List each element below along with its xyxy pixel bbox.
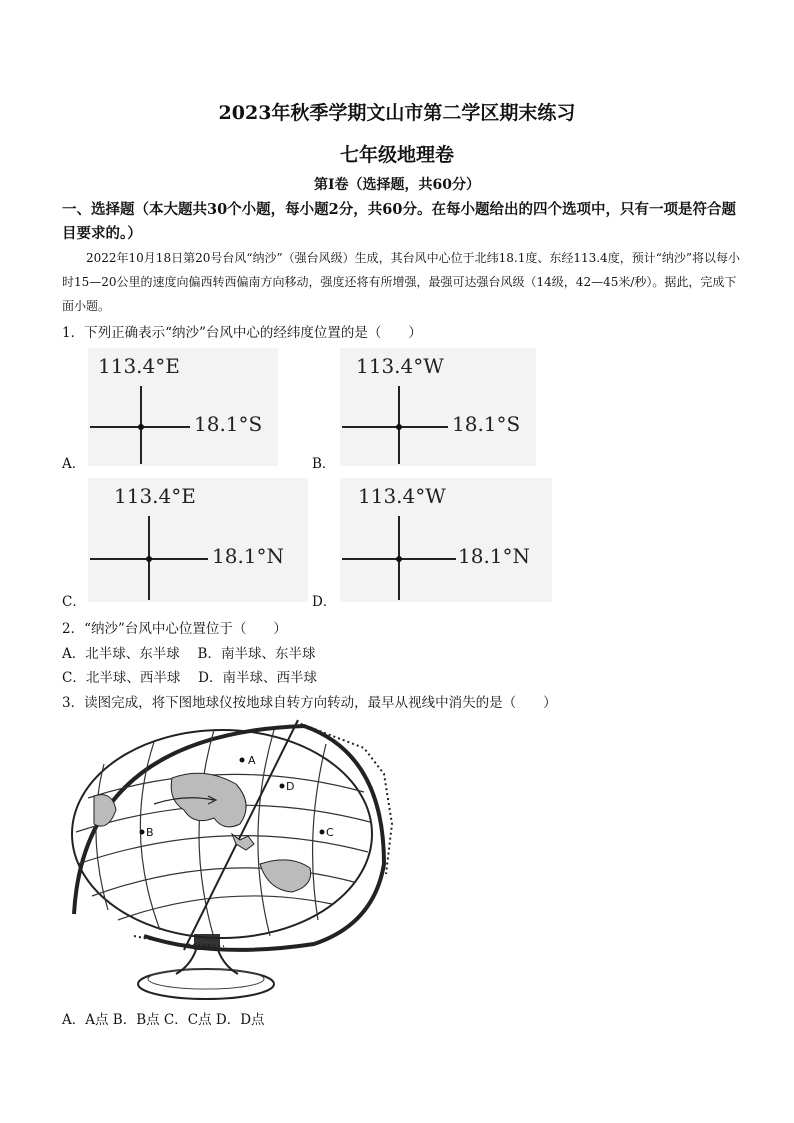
- point-d-label: D: [286, 780, 295, 793]
- question-3-stem: 3．读图完成，将下图地球仪按地球自转方向转动，最早从视线中消失的是（ ）: [62, 695, 557, 711]
- point-a-dot: [240, 758, 245, 763]
- point-b-dot: [140, 830, 145, 835]
- point-b-label: B: [146, 826, 154, 839]
- question-2-options-row-1: A．北半球、东半球 B．南半球、东半球: [62, 646, 316, 662]
- point-d-dot: [280, 784, 285, 789]
- continent-asia: [171, 773, 246, 827]
- option-a-longitude: 113.4°E: [98, 354, 180, 378]
- typhoon-center-dot: [138, 424, 144, 430]
- longitude-line: [258, 730, 274, 936]
- continent-australia: [260, 860, 311, 892]
- exam-subtitle: 七年级地理卷: [339, 144, 454, 166]
- earth-axis: [184, 720, 298, 950]
- option-d-longitude: 113.4°W: [358, 484, 446, 508]
- option-b-latitude: 18.1°S: [452, 412, 521, 436]
- typhoon-center-dot: [396, 424, 402, 430]
- section-heading: 一、选择题（本大题共30个小题，每小题2分，共60分。在每小题给出的四个选项中，只有一项是符合题目要求的。）: [62, 201, 736, 242]
- part-heading: 第Ⅰ卷（选择题，共60分）: [313, 177, 481, 193]
- option-a-diagram: [88, 348, 278, 466]
- option-a-latitude: 18.1°S: [194, 412, 263, 436]
- reading-passage: 2022年10月18日第20号台风“纳沙”（强台风级）生成，其台风中心位于北纬18.1度、东经113.4度，预计“纳沙”将以每小时15—20公里的速度向偏西转西偏南方向移动，强度还将有所增强，最强可达强台风级（14级，42—45米/秒）。据此，完成下面小题。: [62, 251, 740, 313]
- page-title: 2023年秋季学期文山市第二学区期末练习: [218, 102, 576, 124]
- question-1-stem: 1．下列正确表示“纳沙”台风中心的经纬度位置的是（ ）: [62, 325, 422, 341]
- question-2-stem: 2．“纳沙”台风中心位置位于（ ）: [62, 621, 287, 637]
- option-b-label: B．: [312, 456, 336, 472]
- parallel-line: [342, 426, 448, 428]
- question-2-options-row-2: C．北半球、西半球 D．南半球、西半球: [62, 670, 317, 686]
- latitude-line: [78, 836, 368, 864]
- globe-svg: [64, 714, 398, 1006]
- point-c-dot: [320, 830, 325, 835]
- longitude-line: [96, 764, 108, 910]
- option-c-diagram: [88, 478, 308, 602]
- option-c-latitude: 18.1°N: [212, 544, 285, 568]
- typhoon-center-dot: [396, 556, 402, 562]
- option-c-label: C．: [62, 594, 86, 610]
- option-c-longitude: 113.4°E: [114, 484, 196, 508]
- question-3-options: A．A点 B．B点 C．C点 D．D点: [62, 1012, 265, 1028]
- option-d-latitude: 18.1°N: [458, 544, 531, 568]
- option-a-label: A．: [62, 456, 86, 472]
- option-d-diagram: [340, 478, 552, 602]
- option-b-longitude: 113.4°W: [356, 354, 444, 378]
- globe-stand-base-inner: [148, 969, 264, 989]
- option-d-label: D．: [312, 594, 337, 610]
- point-a-label: A: [248, 754, 256, 767]
- option-b-diagram: [340, 348, 536, 466]
- point-c-label: C: [326, 826, 334, 839]
- globe-meridian-ring: [74, 726, 384, 950]
- ring-degree-scale: [296, 722, 392, 874]
- typhoon-center-dot: [146, 556, 152, 562]
- globe-figure: [64, 714, 398, 1006]
